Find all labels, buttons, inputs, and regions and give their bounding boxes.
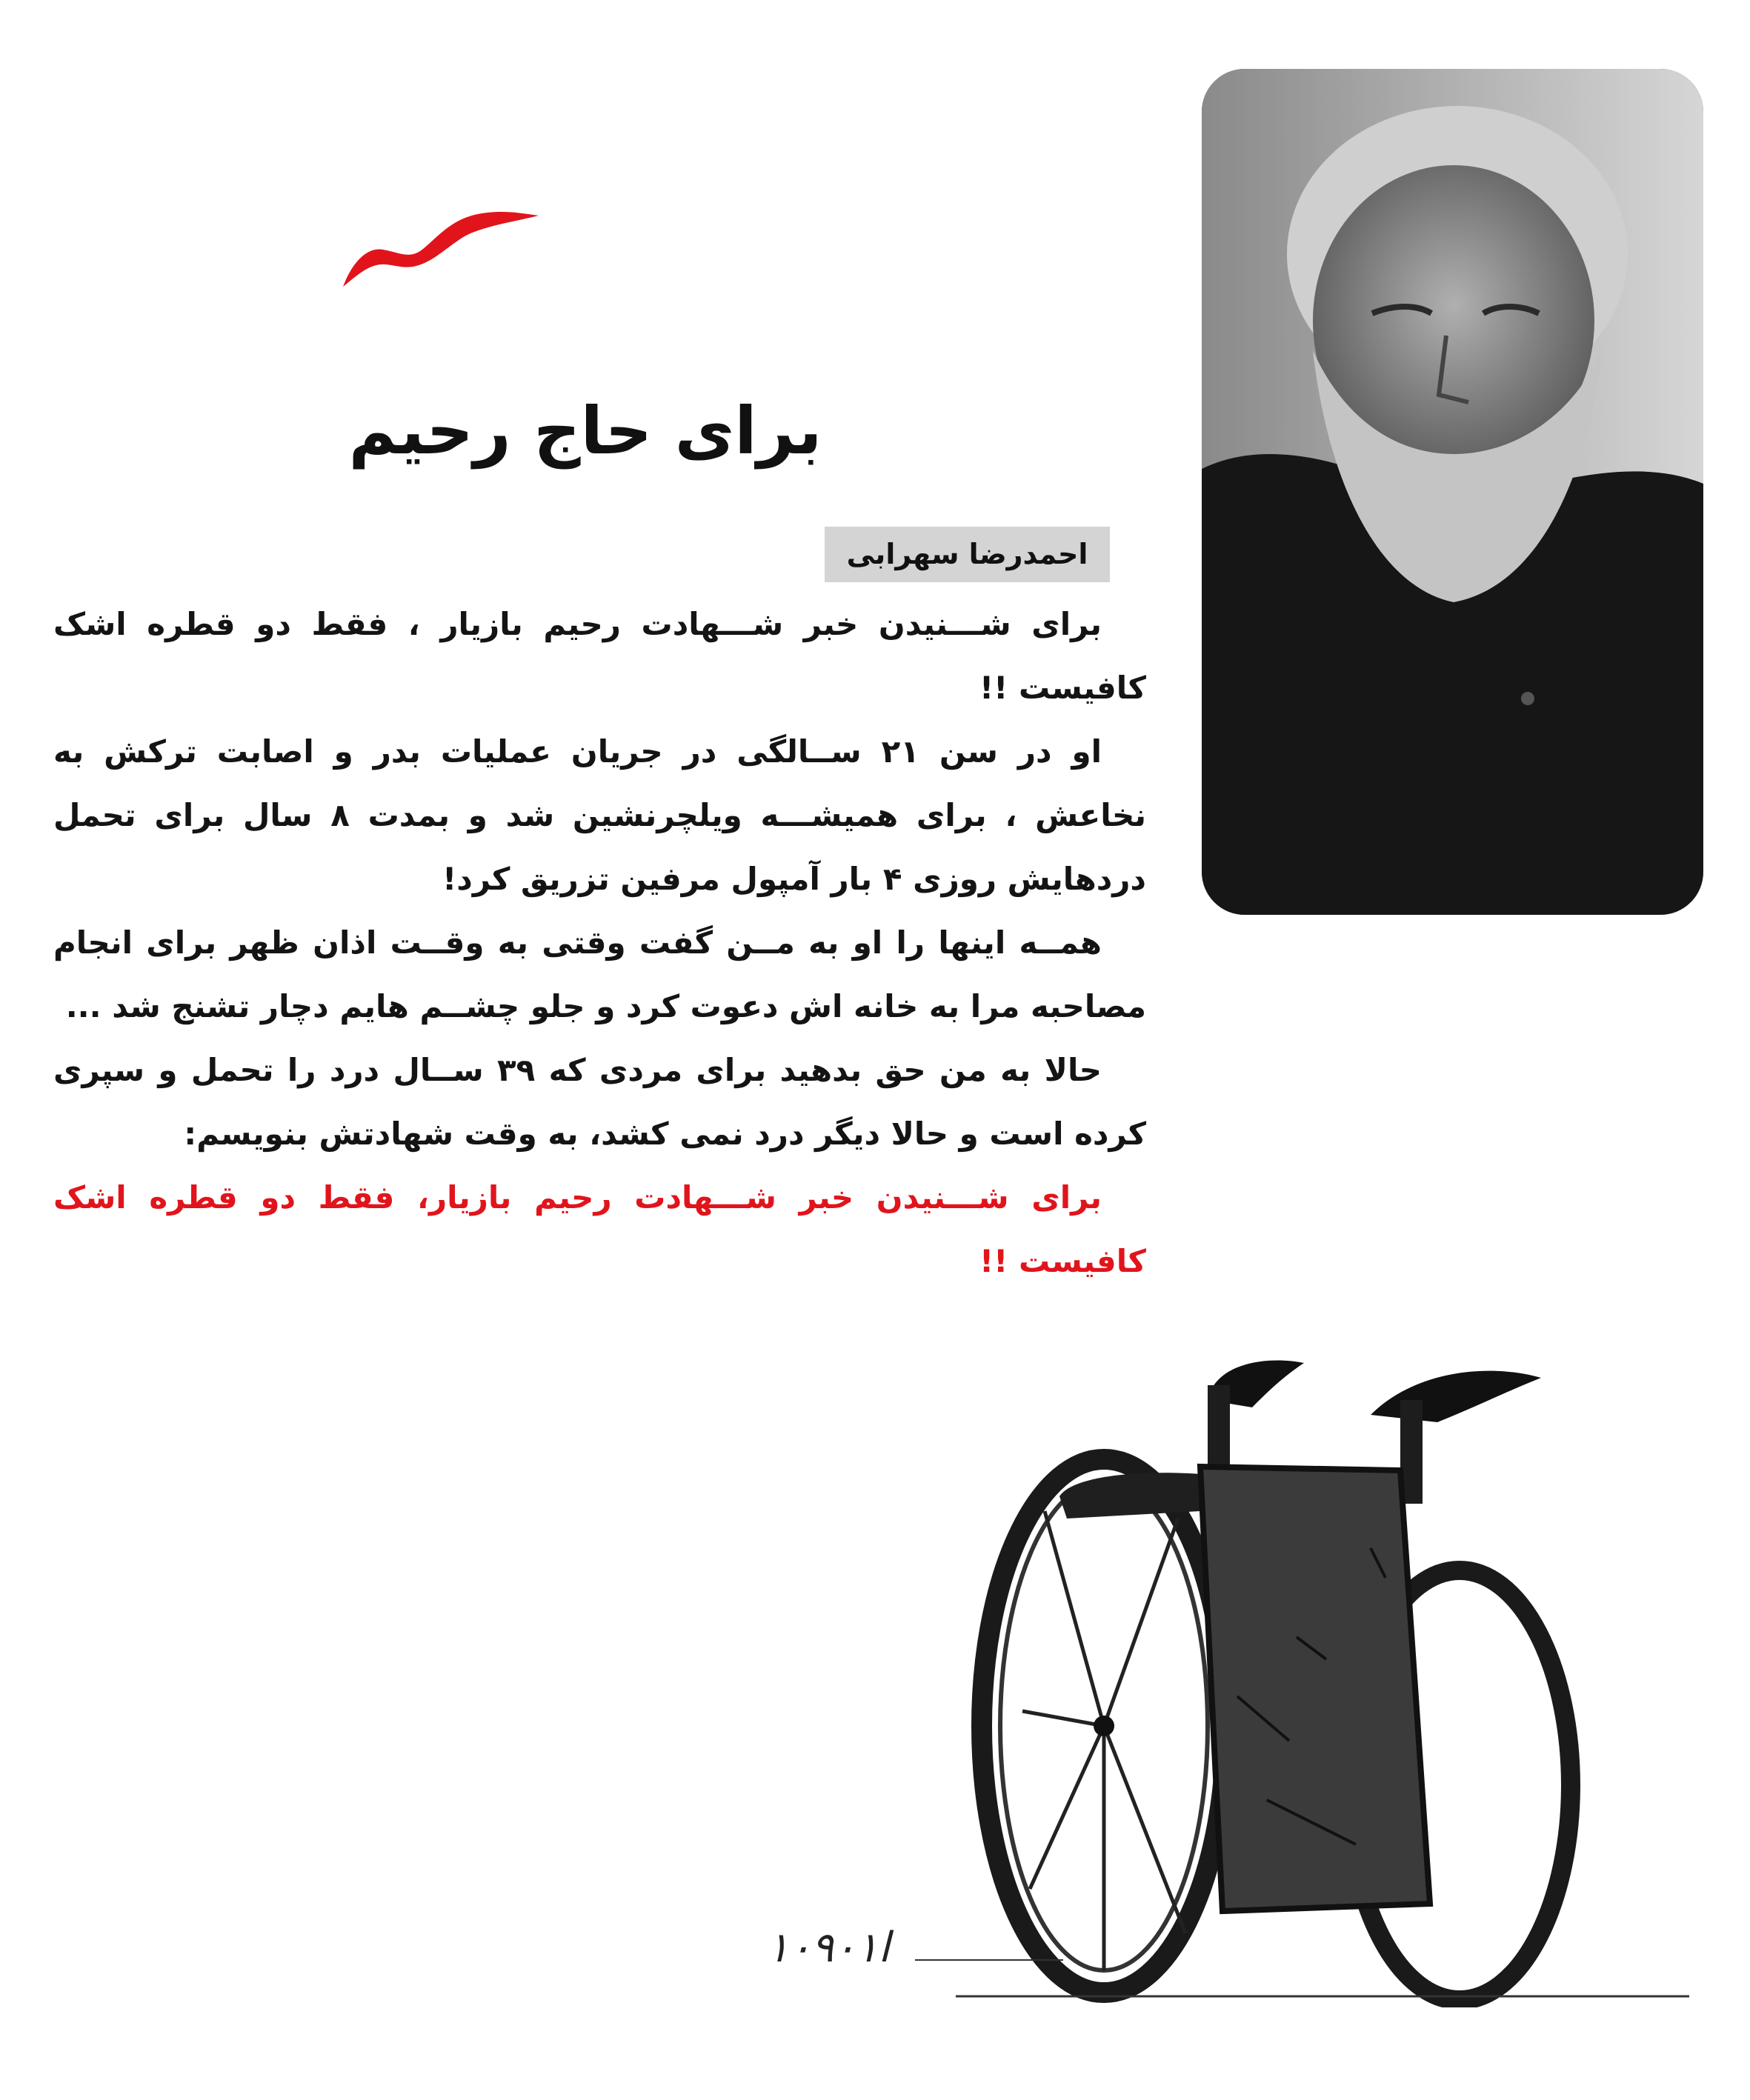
page-title: برای حاج رحیم: [348, 393, 822, 469]
signature-line: [915, 1959, 1063, 1961]
portrait-photo: [1202, 69, 1703, 915]
red-bird-icon: [337, 204, 545, 293]
highlight-paragraph: برای شـــنیدن خبر شـــهادت رحیم بازیار، فقط دو قطره اشک کافیست !!: [53, 1179, 1146, 1279]
artist-signature: ا۱۰۹۰۱: [767, 1924, 890, 1972]
paragraph: او در سن ۲۱ ســالگی در جریان عملیات بدر و اصابت ترکش به نخاعش ، برای همیشـــه ویلچرنشین شد و بمدت ۸ سال برای تحمل دردهایش روزی ۴ بار آمپول مرفین تزریق کرد!: [53, 733, 1147, 897]
paragraph: همــه اینها را او به مــن گفت وقتی به وقــت اذان ظهر برای انجام مصاحبه مرا به خانه اش دعوت کرد و جلو چشــم هایم دچار تشنج شد ...: [53, 924, 1146, 1024]
paragraph: حالا به من حق بدهید برای مردی که ۳۹ ســال درد را تحمل و سپری کرده است و حالا دیگر درد نمی کشد، به وقت شهادتش بنویسم:: [53, 1052, 1146, 1152]
wheelchair-illustration: [956, 1326, 1689, 2007]
paragraph: برای شـــنیدن خبر شـــهادت رحیم بازیار ، فقط دو قطره اشک کافیست !!: [53, 606, 1146, 706]
author-badge: احمدرضا سهرابی: [825, 527, 1110, 582]
article-body: [53, 593, 1146, 1293]
